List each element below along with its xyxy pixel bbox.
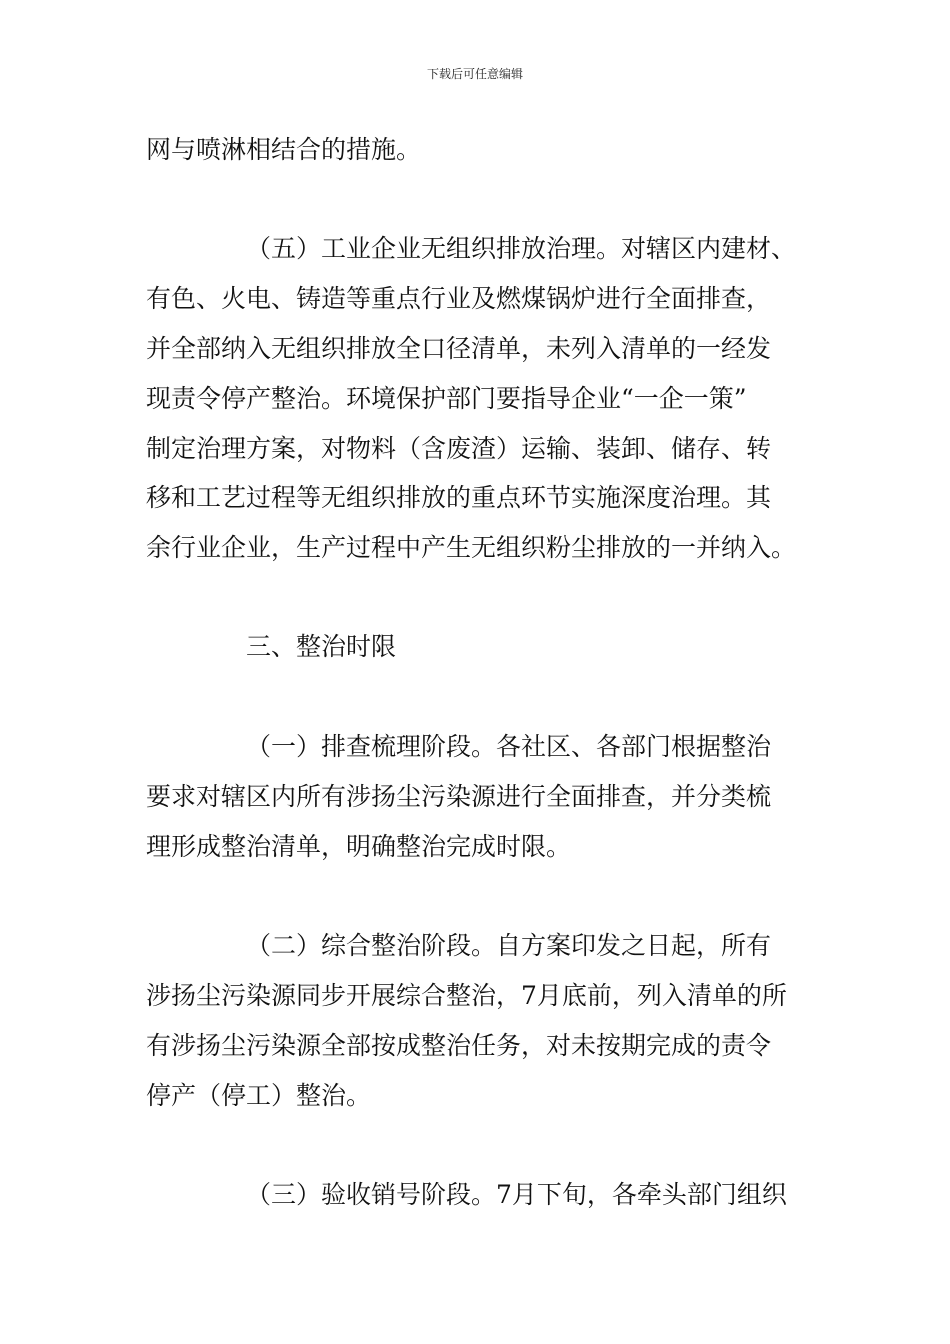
paragraph-line: 要求对辖区内所有涉扬尘污染源进行全面排查，并分类梳: [146, 782, 772, 811]
paragraph-line: 余行业企业，生产过程中产生无组织粉尘排放的一并纳入。: [146, 533, 797, 562]
paragraph-line: （三）验收销号阶段。7月下旬，各牵头部门组织: [246, 1180, 787, 1209]
paragraph-line: 涉扬尘污染源同步开展综合整治，7月底前，列入清单的所: [146, 981, 787, 1010]
paragraph-line: 有色、火电、铸造等重点行业及燃煤锅炉进行全面排查，: [146, 284, 772, 313]
paragraph-line: 有涉扬尘污染源全部按成整治任务，对未按期完成的责令: [146, 1031, 772, 1060]
paragraph-line: 移和工艺过程等无组织排放的重点环节实施深度治理。其: [146, 483, 772, 512]
paragraph-line: 并全部纳入无组织排放全口径清单，未列入清单的一经发: [146, 334, 772, 363]
paragraph-line: （五）工业企业无组织排放治理。对辖区内建材、: [246, 234, 797, 263]
paragraph-line: 停产（停工）整治。: [146, 1081, 372, 1110]
paragraph-line: 网与喷淋相结合的措施。: [146, 135, 422, 164]
paragraph-line: 现责令停产整治。环境保护部门要指导企业“一企一策”: [146, 384, 747, 413]
paragraph-line: 制定治理方案，对物料（含废渣）运输、装卸、储存、转: [146, 434, 772, 463]
page-header: 下载后可任意编辑: [426, 67, 523, 81]
paragraph-line: 理形成整治清单，明确整治完成时限。: [146, 832, 572, 861]
paragraph-line: （二）综合整治阶段。自方案印发之日起，所有: [246, 931, 772, 960]
section-heading: 三、整治时限: [246, 632, 397, 661]
paragraph-line: （一）排查梳理阶段。各社区、各部门根据整治: [246, 732, 772, 761]
